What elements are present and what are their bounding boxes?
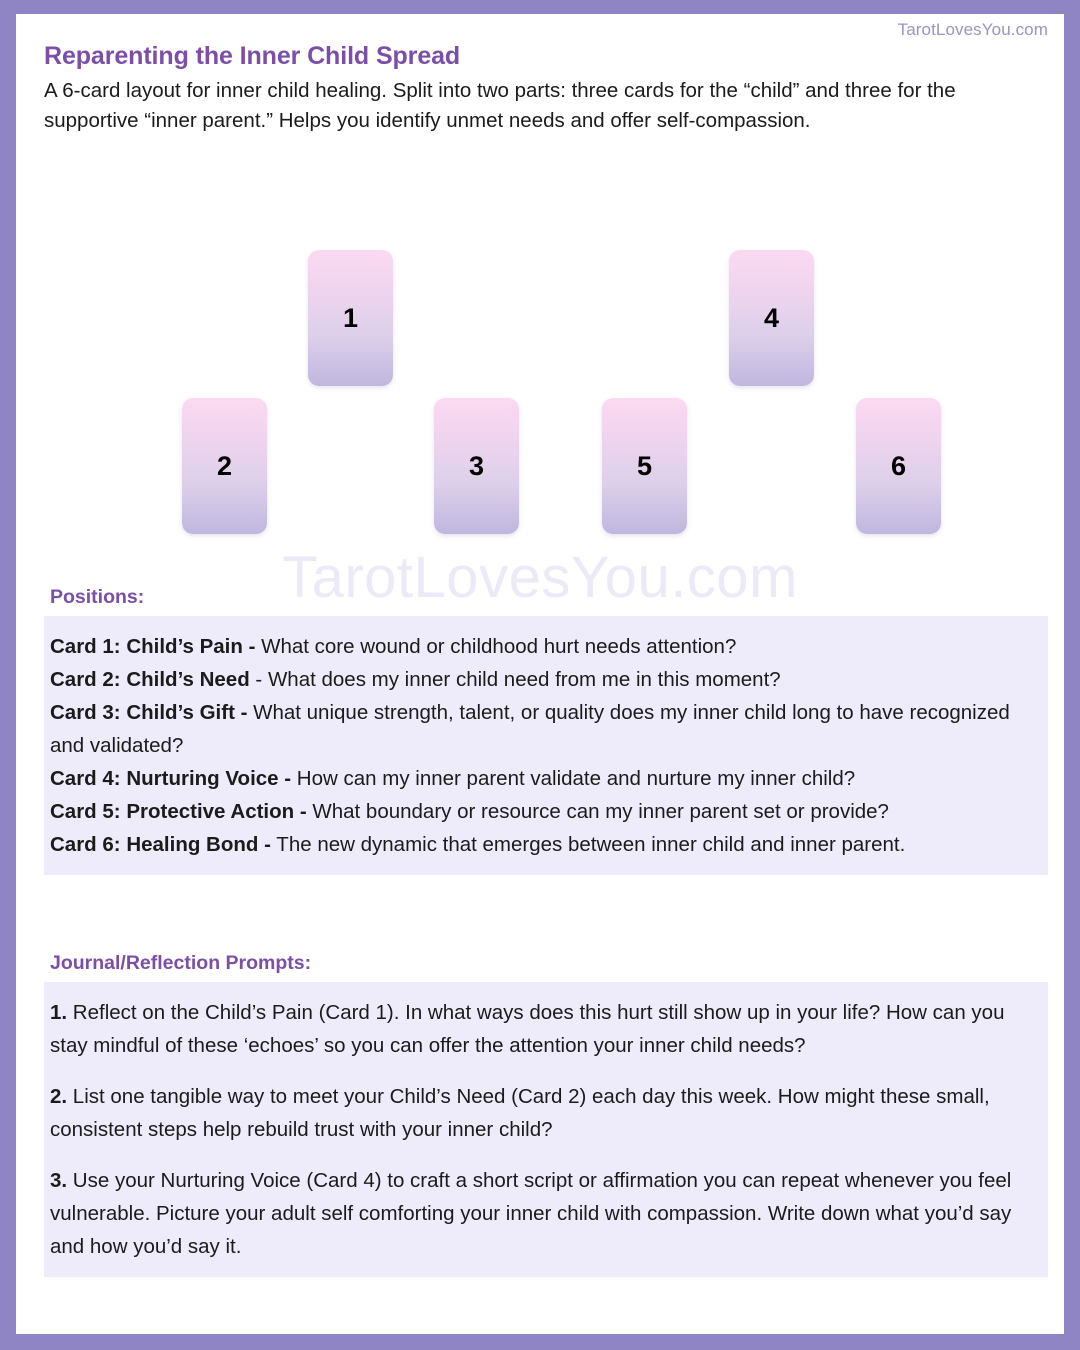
position-label: Card 3: Child’s Gift -	[50, 701, 248, 724]
position-text: What core wound or childhood hurt needs attention?	[255, 635, 737, 658]
card-number-label: 3	[468, 450, 485, 481]
card-number-label: 6	[890, 450, 907, 481]
position-text: What unique strength, talent, or quality does my inner child long to have recognized and validated?	[50, 701, 1010, 757]
spread-card-2[interactable]	[182, 398, 267, 534]
watermark-text: TarotLovesYou.com	[282, 545, 798, 610]
position-text: What boundary or resource can my inner parent set or provide?	[306, 800, 889, 823]
positions-section	[44, 586, 1048, 875]
spread-card-4[interactable]	[729, 250, 814, 386]
position-item	[50, 828, 1042, 861]
prompt-number: 2.	[50, 1085, 68, 1108]
journal-prompts-heading: Journal/Reflection Prompts:	[50, 952, 312, 974]
position-label: Card 1: Child’s Pain -	[50, 635, 256, 658]
card-spread-layout	[16, 214, 1064, 610]
position-text: The new dynamic that emerges between inner child and inner parent.	[270, 833, 906, 856]
position-item	[50, 762, 1042, 795]
position-label: Card 6: Healing Bond -	[50, 833, 271, 856]
card-number-label: 1	[342, 302, 359, 333]
card-number-label: 2	[216, 450, 233, 481]
position-item	[50, 663, 1042, 696]
spread-description: A 6-card layout for inner child healing. Split into two parts: three cards for the “child” and three for the supportive “inner parent.” Helps you identify unmet needs and offer self-compassion.	[44, 79, 956, 132]
spread-card-3[interactable]	[434, 398, 519, 534]
journal-prompts-panel	[44, 982, 1048, 1277]
page-title: Reparenting the Inner Child Spread	[44, 42, 461, 70]
prompt-text: Reflect on the Child’s Pain (Card 1). In what ways does this hurt still show up in your life? How can you stay mindful of these ‘echoes’ so you can offer the attention your inner child needs?	[50, 1001, 1005, 1057]
card-number-label: 4	[763, 302, 780, 333]
prompt-number: 3.	[50, 1169, 68, 1192]
position-label: Card 4: Nurturing Voice -	[50, 767, 292, 790]
journal-prompt-item	[50, 1164, 1042, 1263]
spread-card-1[interactable]	[308, 250, 393, 386]
prompt-text: Use your Nurturing Voice (Card 4) to craft a short script or affirmation you can repeat whenever you feel vulnerable. Picture your adult self comforting your inner child with compassion. Write down what you’d say and how you’d say it.	[50, 1169, 1012, 1258]
position-label: Card 5: Protective Action -	[50, 800, 307, 823]
document-page	[16, 14, 1064, 1334]
position-text: How can my inner parent validate and nurture my inner child?	[291, 767, 856, 790]
spread-card-6[interactable]	[856, 398, 941, 534]
prompt-text: List one tangible way to meet your Child’s Need (Card 2) each day this week. How might these small, consistent steps help rebuild trust with your inner child?	[50, 1085, 990, 1141]
position-label: Card 2: Child’s Need	[50, 668, 250, 691]
positions-heading: Positions:	[50, 586, 145, 608]
spread-card-5[interactable]	[602, 398, 687, 534]
card-number-label: 5	[636, 450, 653, 481]
position-item	[50, 795, 1042, 828]
journal-prompt-item	[50, 1080, 1042, 1146]
journal-prompt-item	[50, 996, 1042, 1062]
position-item	[50, 630, 1042, 663]
position-text: - What does my inner child need from me in this moment?	[249, 668, 781, 691]
site-brand-link[interactable]: TarotLovesYou.com	[897, 20, 1048, 39]
prompt-number: 1.	[50, 1001, 68, 1024]
journal-prompts-section	[44, 952, 1048, 1277]
position-item	[50, 696, 1042, 762]
positions-panel	[44, 616, 1048, 875]
